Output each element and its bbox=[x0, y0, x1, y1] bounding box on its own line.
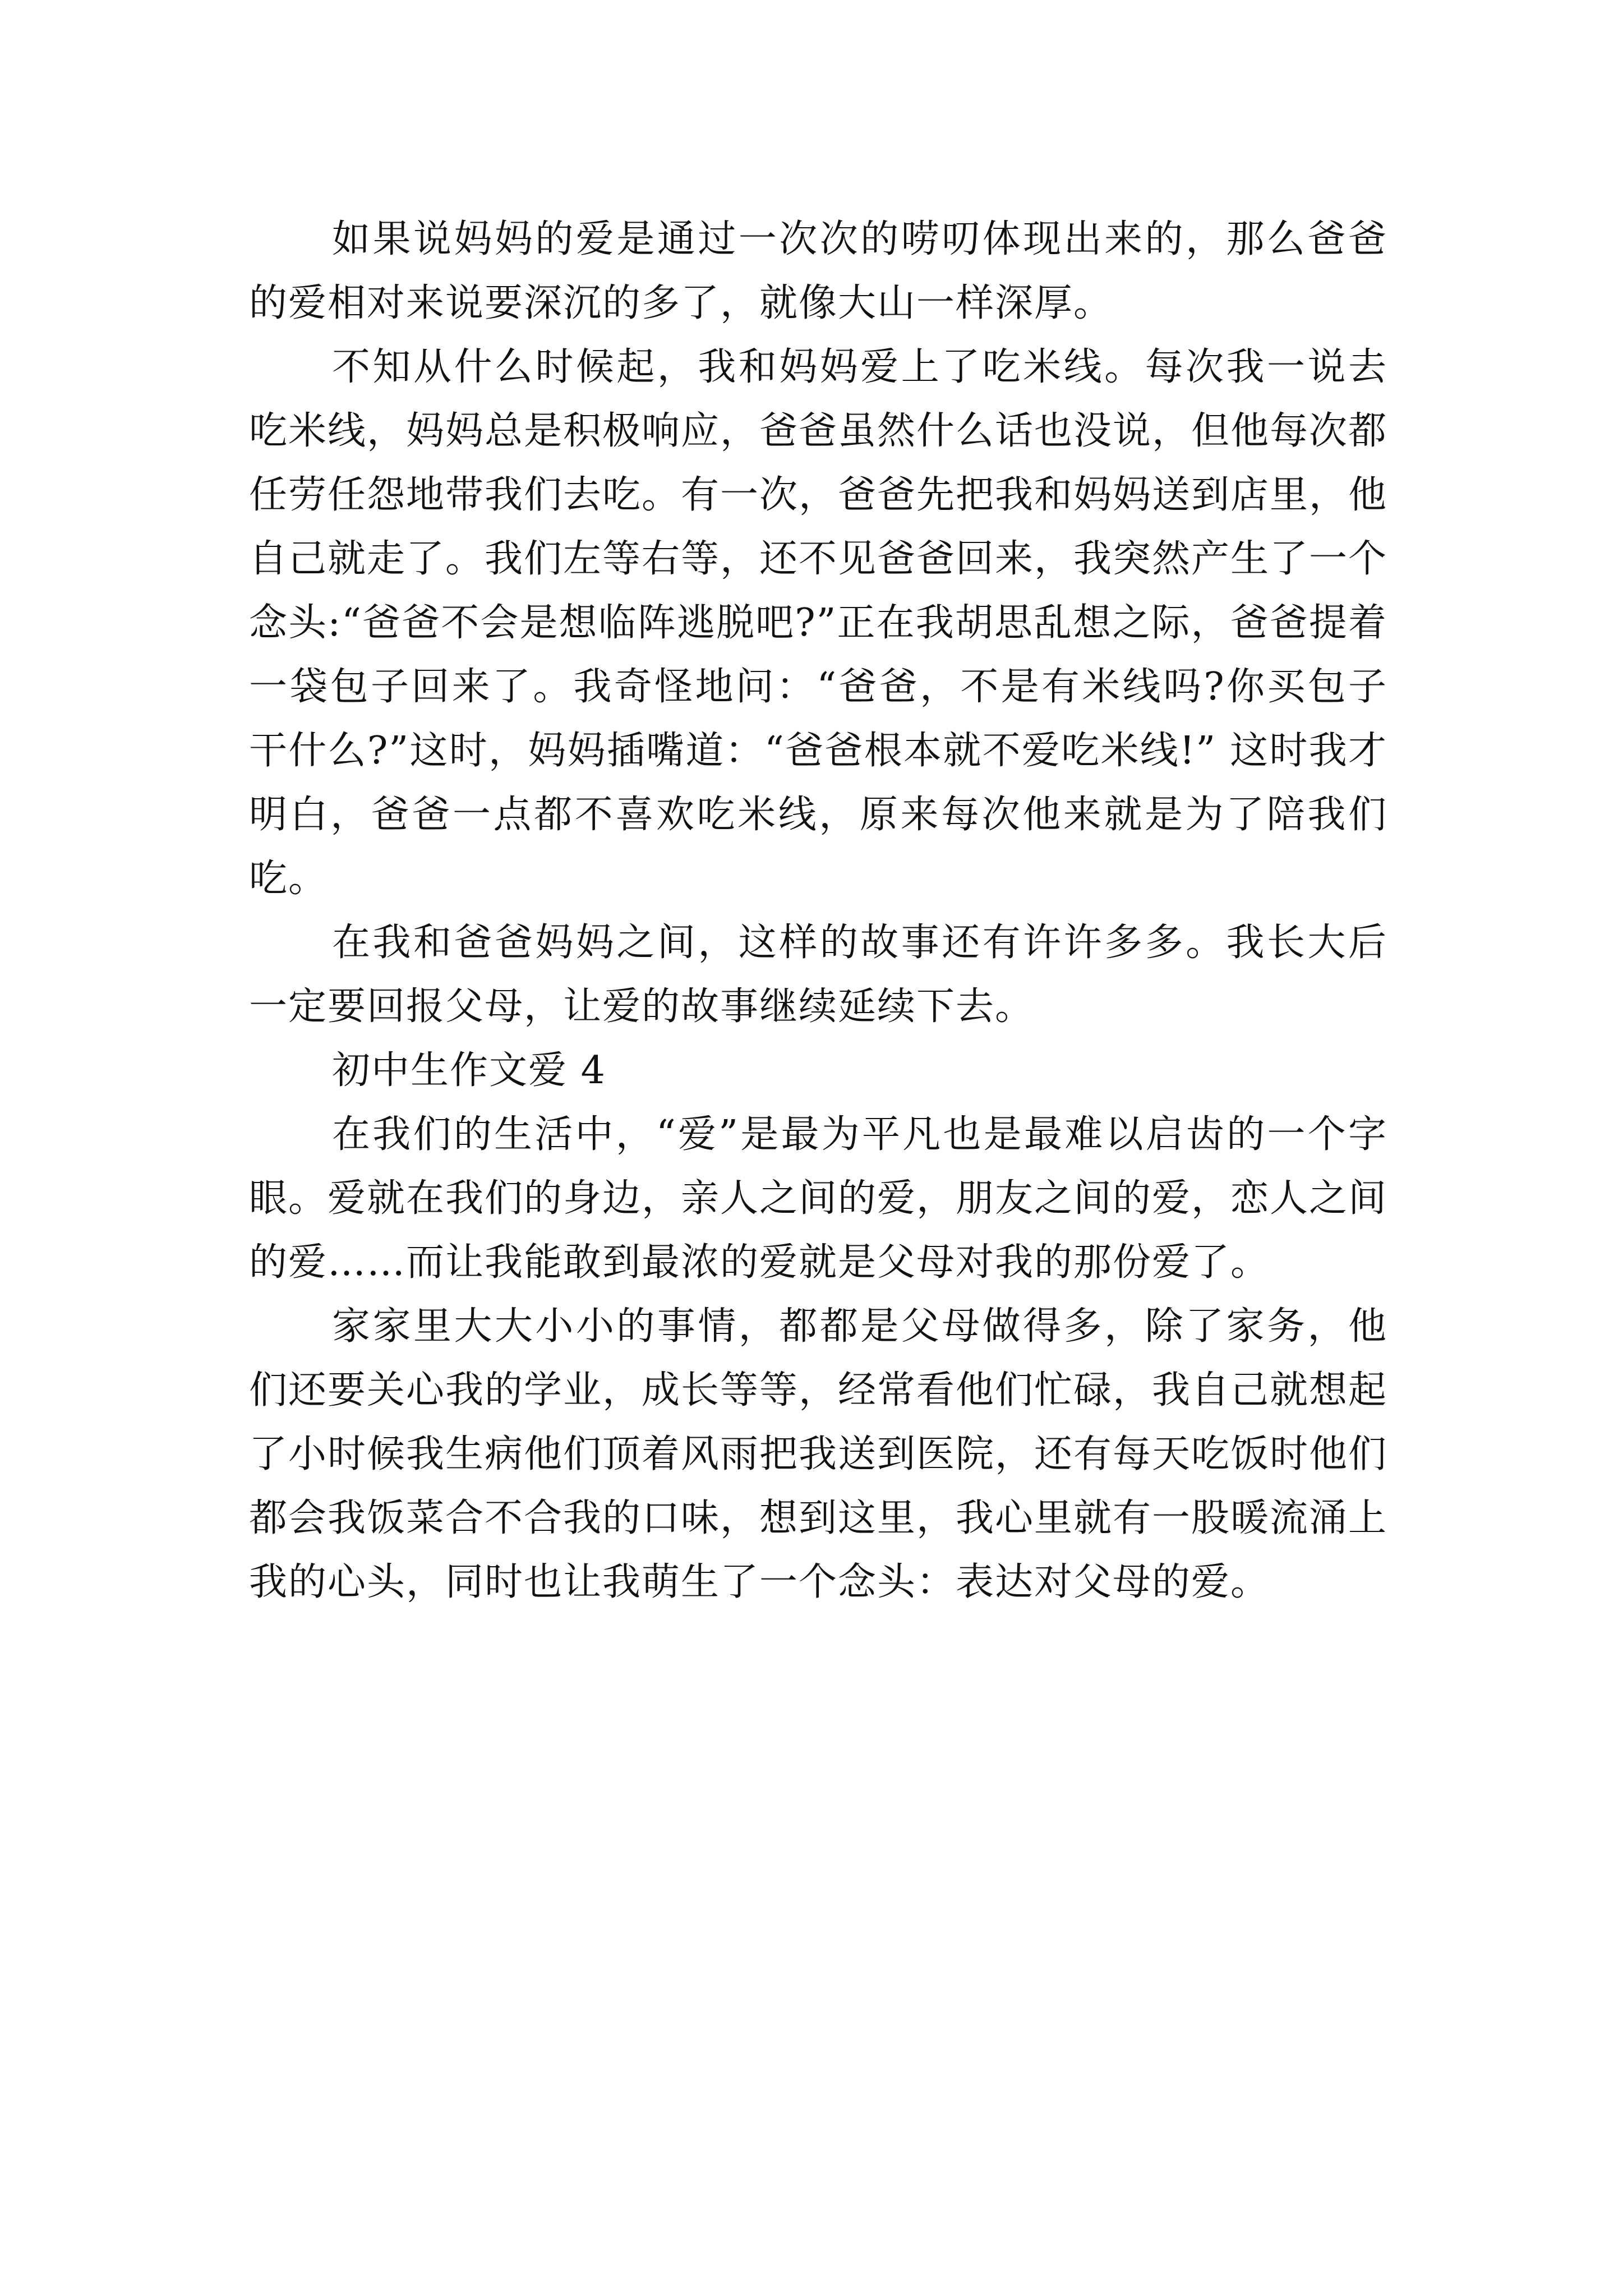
section-heading: 初中生作文爱 4 bbox=[332, 1048, 606, 1093]
paragraph-rice-noodles: 不知从什么时候起，我和妈妈爱上了吃米线。每次我一说去吃米线，妈妈总是积极响应，爸爸虽然什么话也没说，但他每次都任劳任怨地带我们去吃。有一次，爸爸先把我和妈妈送到店里，他自己就走了。我们左等右等，还不见爸爸回来，我突然产生了一个念头:“爸爸不会是想临阵逃脱吧?”正在我胡思乱想之际，爸爸提着一袋包子回来了。我奇怪地问：“爸爸，不是有米线吗?你买包子干什么?”这时，妈妈插嘴道：“爸爸根本就不爱吃米线!” 这时我才明白，爸爸一点都不喜欢吃米线，原来每次他来就是为了陪我们吃。 bbox=[249, 345, 1388, 901]
paragraph-love-intro: 在我们的生活中，“爱”是最为平凡也是最难以启齿的一个字眼。爱就在我们的身边，亲人之间的爱，朋友之间的爱，恋人之间的爱……而让我能敢到最浓的爱就是父母对我的那份爱了。 bbox=[249, 1112, 1388, 1285]
paragraph-parents-care: 家家里大大小小的事情，都都是父母做得多，除了家务，他们还要关心我的学业，成长等等，经常看他们忙碌，我自己就想起了小时候我生病他们顶着风雨把我送到医院，还有每天吃饭时他们都会我饭菜合不合我的口味，想到这里，我心里就有一股暖流涌上我的心头，同时也让我萌生了一个念头：表达对父母的爱。 bbox=[249, 1304, 1388, 1604]
paragraph-father-love: 如果说妈妈的爱是通过一次次的唠叨体现出来的，那么爸爸的爱相对来说要深沉的多了，就像大山一样深厚。 bbox=[249, 217, 1387, 325]
document-body bbox=[249, 208, 1387, 1614]
paragraph-stories: 在我和爸爸妈妈之间，这样的故事还有许许多多。我长大后一定要回报父母，让爱的故事继续延续下去。 bbox=[249, 921, 1387, 1029]
